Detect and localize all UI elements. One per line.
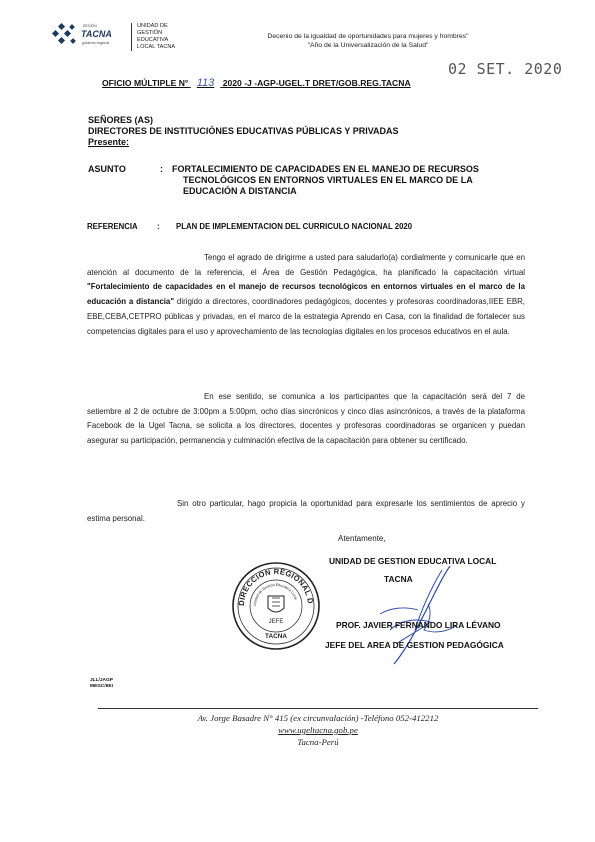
closing-org-line-1: UNIDAD DE GESTION EDUCATIVA LOCAL	[329, 556, 497, 566]
footer-address: Av. Jorge Basadre N° 415 (ex circunvalación) -Teléfono 052-412212	[197, 713, 439, 723]
signatory-title: JEFE DEL AREA DE GESTION PEDAGÓGICA	[325, 640, 504, 650]
regional-seal-icon	[230, 560, 322, 652]
footer-rule	[98, 708, 538, 709]
official-seal	[230, 560, 322, 652]
svg-text:DIRECCION REGIONAL DE EDUCACIO	[230, 560, 315, 606]
p2-text: En ese sentido, se comunica a los participantes que la capacitación será del 7 de setiembre al 2 de octubre de 3:00pm a 5:00pm, ocho días sincrónicos y cinco días asincrónicos, a través de la plataforma Facebook de la Ugel Tacna, se solicita a los directores, docentes y profesoras coordinadoras se organicen y puedan asegurar su participación, permanencia y culminación efectiva de la capacitación para obtener su certificado.	[87, 392, 525, 446]
decenio-motto	[232, 33, 504, 50]
recipients-block	[88, 115, 399, 148]
logo-tagline: gobierno regional	[82, 41, 110, 45]
ugel-line: GESTIÓN	[137, 30, 163, 36]
footer-city: Tacna-Perú	[297, 737, 339, 747]
oficio-reference-line	[102, 77, 411, 89]
initials-line-2: MEGC/IIEI	[90, 684, 113, 689]
decenio-line-1: Decenio de la igualdad de oportunidades para mujeres y hombres"	[267, 33, 469, 40]
oficio-prefix: OFICIO MÚLTIPLE N°	[102, 78, 189, 88]
body-paragraph-3	[87, 497, 525, 526]
reference-initials	[90, 678, 113, 690]
asunto-line-2: TECNOLÓGICOS EN ENTORNOS VIRTUALES EN EL MARCO DE LA	[183, 175, 473, 185]
date-stamp: 02 SET. 2020	[448, 60, 563, 78]
atentamente: Atentamente,	[338, 534, 386, 543]
footer-block	[98, 712, 538, 748]
referencia-text: PLAN DE IMPLEMENTACION DEL CURRICULO NACIONAL 2020	[176, 222, 413, 231]
handwritten-signature	[360, 560, 470, 670]
ugel-line: LOCAL TACNA	[137, 44, 176, 50]
asunto-text	[172, 164, 532, 197]
ugel-line: UNIDAD DE	[137, 23, 168, 29]
asunto-line-3: EDUCACIÓN A DISTANCIA	[183, 186, 297, 196]
asunto-label: ASUNTO	[88, 164, 126, 174]
referencia-colon: :	[157, 222, 160, 231]
seal-bottom-label: TACNA	[265, 633, 287, 640]
svg-text:Unidad de Gestión Educativa Lo	[253, 583, 298, 606]
closing-org-line-2: TACNA	[384, 574, 413, 584]
logo-region-label: REGIÓN	[83, 24, 97, 28]
asunto-line-1: FORTALECIMIENTO DE CAPACIDADES EN EL MANEJO DE RECURSOS	[172, 164, 479, 174]
header-divider	[131, 23, 132, 51]
tacna-logo-icon	[50, 22, 78, 50]
region-logo	[50, 22, 130, 50]
logo-name: TACNA	[81, 29, 112, 39]
oficio-suffix: 2020 -J -AGP-UGEL.T DRET/GOB.REG.TACNA	[222, 78, 411, 88]
seal-center-label: JEFE	[268, 619, 284, 625]
body-paragraph-2	[87, 390, 525, 449]
recipients-line-2: DIRECTORES DE INSTITUCIÓNES EDUCATIVAS PÚBLICAS Y PRIVADAS	[88, 126, 399, 136]
signatory-name: PROF. JAVIER FERNANDO LIRA LÉVANO	[336, 620, 501, 630]
body-paragraph-1	[87, 251, 525, 339]
p1-detail: dirigido a directores, coordinadores pedagógicos, docentes y profesoras coordinadoras,IIEE EBR, EBE,CEBA,CETPRO públicas y privadas, en el marco de la estrategia Aprendo en Casa, con la finalidad de fortalecer sus competencias digitales para el uso y aprovechamiento de las tecnologías digitales en los procesos educativos en el aula.	[87, 297, 525, 336]
recipients-presente: Presente:	[88, 137, 130, 147]
recipients-line-1: SEÑORES (AS)	[88, 115, 154, 125]
referencia-label: REFERENCIA	[87, 222, 138, 231]
initials-line-1: JLL/JAGP	[90, 678, 113, 683]
ugel-line: EDUCATIVA	[137, 37, 169, 43]
seal-ring-text: DIRECCION REGIONAL D	[236, 566, 316, 607]
footer-website-link[interactable]: www.ugeltacna.gob.pe	[278, 725, 358, 735]
p3-text: Sin otro particular, hago propicia la oportunidad para expresarle los sentimientos de aprecio y estima personal.	[87, 499, 525, 523]
asunto-colon: :	[160, 164, 163, 174]
p1-intro: Tengo el agrado de dirigirme a usted para saludarlo(a) cordialmente y comunicarle que en atención al documento de la referencia, el Área de Gestión Pedagógica, ha planificado la capacitación virtual	[87, 253, 525, 277]
p1-course-title: "Fortalecimiento de capacidades en el manejo de recursos tecnológicos en entornos virtuales en el marco de la educación a distancia"	[87, 282, 525, 307]
ugel-name-block	[137, 23, 175, 51]
decenio-line-2: "Año de la Universalización de la Salud"	[307, 41, 429, 49]
seal-inner-text: Unidad de Gestión Educativa Local	[252, 582, 298, 607]
oficio-number: 113	[196, 77, 215, 89]
